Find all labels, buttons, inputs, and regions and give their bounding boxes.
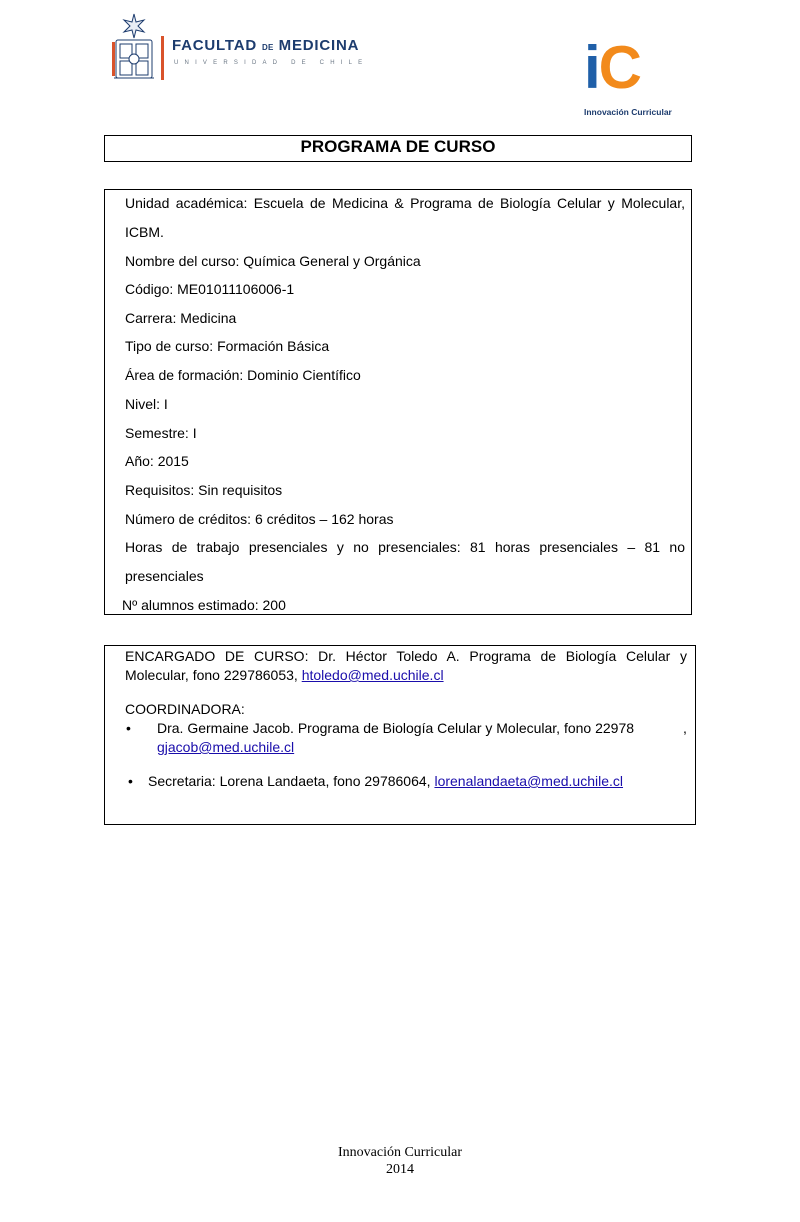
page-footer xyxy=(300,1144,500,1178)
unidad-academica-line1: Unidad académica: Escuela de Medicina & Programa de Biología Celular y Molecular, xyxy=(125,195,685,211)
university-seal-logo xyxy=(112,12,156,80)
secretaria-email-link[interactable]: lorenalandaeta@med.uchile.cl xyxy=(434,773,624,789)
footer-year: 2014 xyxy=(386,1162,414,1177)
course-code: Código: ME01011106006-1 xyxy=(125,281,295,297)
course-credits: Número de créditos: 6 créditos – 162 horas xyxy=(125,511,394,527)
coordinadora-comma: , xyxy=(683,720,687,736)
bullet-icon: • xyxy=(128,773,133,789)
secretaria-text: Secretaria: Lorena Landaeta, fono 29786064, xyxy=(148,773,435,789)
encargado-phone-text: Molecular, fono 229786053, xyxy=(125,667,302,683)
course-career: Carrera: Medicina xyxy=(125,310,237,326)
encargado-line2 xyxy=(125,667,444,683)
innovacion-curricular-logo: iC xyxy=(584,34,641,101)
course-name: Nombre del curso: Química General y Orgánica xyxy=(125,253,421,269)
bullet-icon: • xyxy=(126,720,131,736)
faculty-subtitle: UNIVERSIDAD DE CHILE xyxy=(174,60,369,66)
faculty-title: FACULTAD DE MEDICINA xyxy=(172,37,360,54)
course-requirements: Requisitos: Sin requisitos xyxy=(125,482,283,498)
secretaria-line xyxy=(148,773,623,789)
estimated-students: Nº alumnos estimado: 200 xyxy=(122,597,286,613)
coordinadora-email-link[interactable]: gjacob@med.uchile.cl xyxy=(157,739,295,755)
course-level: Nivel: I xyxy=(125,396,168,412)
course-semester: Semestre: I xyxy=(125,425,197,441)
encargado-email-link[interactable]: htoledo@med.uchile.cl xyxy=(301,667,444,683)
innovacion-curricular-caption: Innovación Curricular xyxy=(584,107,672,117)
course-type: Tipo de curso: Formación Básica xyxy=(125,338,330,354)
coordinadora-line1: Dra. Germaine Jacob. Programa de Biología Celular y Molecular, fono 22978 xyxy=(157,720,635,736)
coordinadora-heading: COORDINADORA: xyxy=(125,701,245,717)
unidad-academica-line2: ICBM. xyxy=(125,224,164,240)
encargado-line1: ENCARGADO DE CURSO: Dr. Héctor Toledo A. Programa de Biología Celular y xyxy=(125,648,687,664)
page-title: PROGRAMA DE CURSO xyxy=(300,137,496,156)
course-hours-line2: presenciales xyxy=(125,568,204,584)
logo-divider xyxy=(161,36,164,80)
course-year: Año: 2015 xyxy=(125,453,189,469)
course-hours-line1: Horas de trabajo presenciales y no presenciales: 81 horas presenciales – 81 no xyxy=(125,539,685,555)
footer-line1: Innovación Curricular xyxy=(337,1145,462,1160)
course-area: Área de formación: Dominio Científico xyxy=(125,367,361,383)
